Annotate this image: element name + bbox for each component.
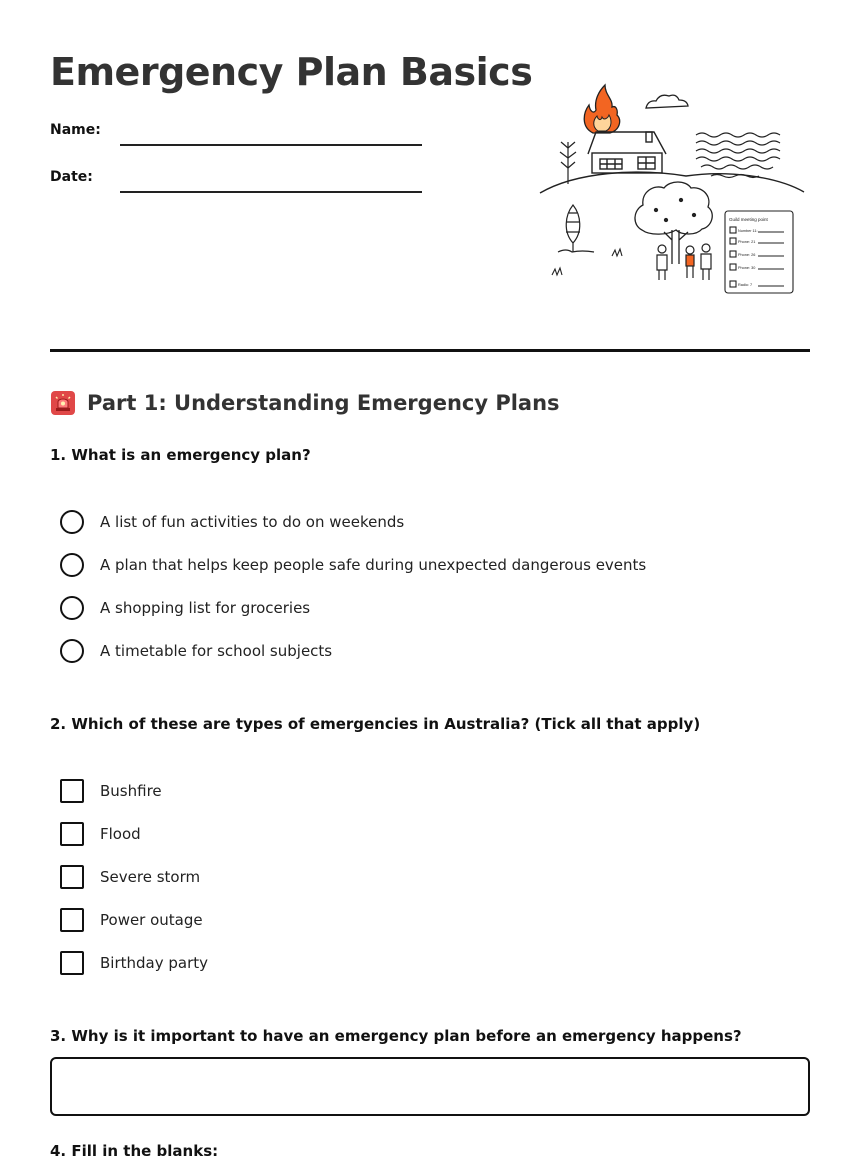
house-icon [588, 132, 666, 173]
option-label: A list of fun activities to do on weekends [100, 513, 405, 531]
q2-option-birthday-party[interactable] [60, 951, 208, 975]
meeting-point-checklist [725, 211, 793, 293]
name-field-row [50, 116, 422, 146]
q2-option-bushfire[interactable] [60, 779, 162, 803]
page-title: Emergency Plan Basics [50, 50, 533, 94]
q1-option-d[interactable] [60, 639, 332, 663]
siren-icon [50, 390, 76, 416]
date-field[interactable] [120, 167, 422, 193]
q1-option-c[interactable] [60, 596, 310, 620]
checklist-item: Phone: 26 [738, 253, 756, 257]
name-field[interactable] [120, 120, 422, 146]
checklist-item: Phone: 21 [738, 240, 756, 244]
checkbox[interactable] [60, 822, 84, 846]
checkbox[interactable] [60, 779, 84, 803]
section-divider [50, 349, 810, 352]
pine-tree-icon [558, 205, 594, 252]
option-label: Birthday party [100, 954, 209, 972]
option-label: Severe storm [100, 868, 201, 886]
part1-heading [50, 390, 560, 416]
option-label: A timetable for school subjects [100, 642, 333, 660]
q2-option-severe-storm[interactable] [60, 865, 200, 889]
checklist-item: Radio: 7 [738, 283, 753, 287]
checkbox[interactable] [60, 951, 84, 975]
radio-button[interactable] [60, 510, 84, 534]
checklist-item: Number 11: [738, 229, 758, 233]
option-label: Bushfire [100, 782, 162, 800]
checkbox[interactable] [60, 865, 84, 889]
q2-option-power-outage[interactable] [60, 908, 203, 932]
checkbox[interactable] [60, 908, 84, 932]
option-label: A plan that helps keep people safe during unexpected dangerous events [100, 556, 647, 574]
checklist-heading: Guild meeting point [729, 217, 768, 222]
question-3: 3. Why is it important to have an emergency plan before an emergency happens? [50, 1027, 742, 1045]
plant-icon [560, 142, 576, 184]
grass-icon-2 [612, 249, 622, 256]
q3-answer-field[interactable] [50, 1057, 810, 1116]
radio-button[interactable] [60, 639, 84, 663]
name-label: Name: [50, 122, 101, 138]
question-1: 1. What is an emergency plan? [50, 446, 311, 464]
large-tree-icon [635, 182, 712, 264]
q1-option-a[interactable] [60, 510, 404, 534]
q2-option-flood[interactable] [60, 822, 141, 846]
cloud-icon [646, 95, 688, 108]
radio-button[interactable] [60, 553, 84, 577]
flood-waves-icon [696, 133, 780, 178]
fire-flame-icon [584, 85, 619, 133]
date-label: Date: [50, 169, 93, 185]
option-label: Power outage [100, 911, 203, 929]
question-2: 2. Which of these are types of emergencies in Australia? (Tick all that apply) [50, 715, 701, 733]
option-label: A shopping list for groceries [100, 599, 311, 617]
emergency-scene-illustration [536, 80, 810, 300]
family-icon [657, 244, 711, 280]
grass-icon [552, 268, 562, 275]
question-4: 4. Fill in the blanks: [50, 1142, 219, 1160]
part1-title: Part 1: Understanding Emergency Plans [87, 391, 560, 415]
checklist-item: Phone: 30 [738, 266, 756, 270]
date-field-row [50, 163, 422, 193]
radio-button[interactable] [60, 596, 84, 620]
q1-option-b[interactable] [60, 553, 646, 577]
option-label: Flood [100, 825, 141, 843]
